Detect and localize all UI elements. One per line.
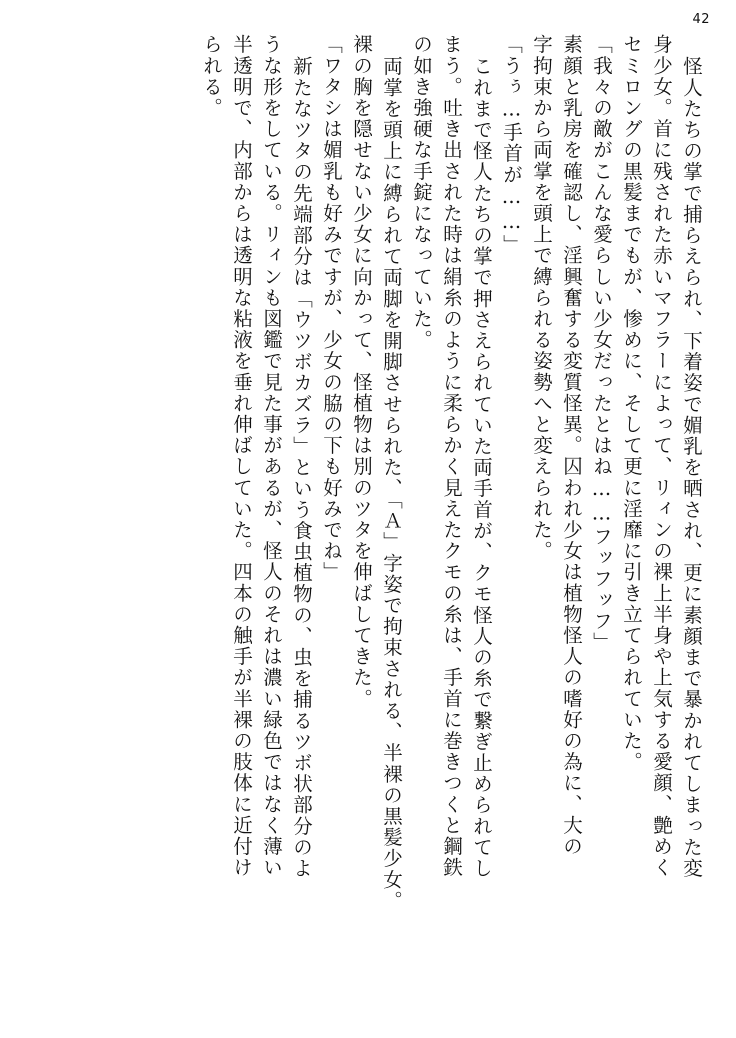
text-line: 怪人たちの掌で捕らえられ、下着姿で媚乳を晒され、更に素顔まで暴かれてしまった変 [680, 56, 703, 879]
text-line: 裸の胸を隠せない少女に向かって、怪植物は別のツタを伸ばしてきた。 [350, 34, 373, 710]
text-line: うな形をしている。リィンも図鑑で見た事があるが、怪人のそれは濃い緑色ではなく薄い [260, 34, 283, 878]
vertical-text-body [34, 34, 706, 1014]
text-line: 「うぅ…手首が……」 [500, 34, 523, 256]
text-line: 新たなツタの先端部分は「ウツボカズラ」という食虫植物の、虫を捕るツボ状部分のよ [290, 56, 313, 879]
text-line: これまで怪人たちの掌で押さえられていた両手首が、クモ怪人の糸で繋ぎ止められてし [470, 56, 493, 879]
text-line: セミロングの黒髪までもが、惨めに、そして更に淫靡に引き立てられていた。 [620, 34, 643, 773]
text-line: 「ワタシは媚乳も好みですが、少女の脇の下も好みでね」 [320, 34, 343, 583]
page-number: 42 [692, 12, 710, 27]
text-line: 字拘束から両掌を頭上で縛られる姿勢へと変えられた。 [530, 34, 553, 562]
text-line: の如き強硬な手錠になっていた。 [410, 34, 433, 351]
text-line: 両掌を頭上に縛られて両脚を開脚させられた、「Ａ」字姿で拘束される、半裸の黒髪少女。 [380, 56, 403, 912]
text-line: 身少女。首に残された赤いマフラーによって、リィンの裸上半身や上気する愛顔、艶めく [650, 34, 673, 878]
text-line: 半透明で、内部からは透明な粘液を垂れ伸ばしていた。四本の触手が半裸の肢体に近付け [230, 34, 253, 878]
text-line: られる。 [200, 34, 223, 119]
text-line: 素顔と乳房を確認し、淫興奮する変質怪異。囚われ少女は植物怪人の嗜好の為に、大の [560, 34, 583, 857]
text-line: まう。吐き出された時は絹糸のように柔らかく見えたクモの糸は、手首に巻きつくと鋼鉄 [440, 34, 463, 878]
text-line: 「我々の敵がこんな愛らしい少女だったとはね……フッフッフ」 [590, 34, 613, 653]
